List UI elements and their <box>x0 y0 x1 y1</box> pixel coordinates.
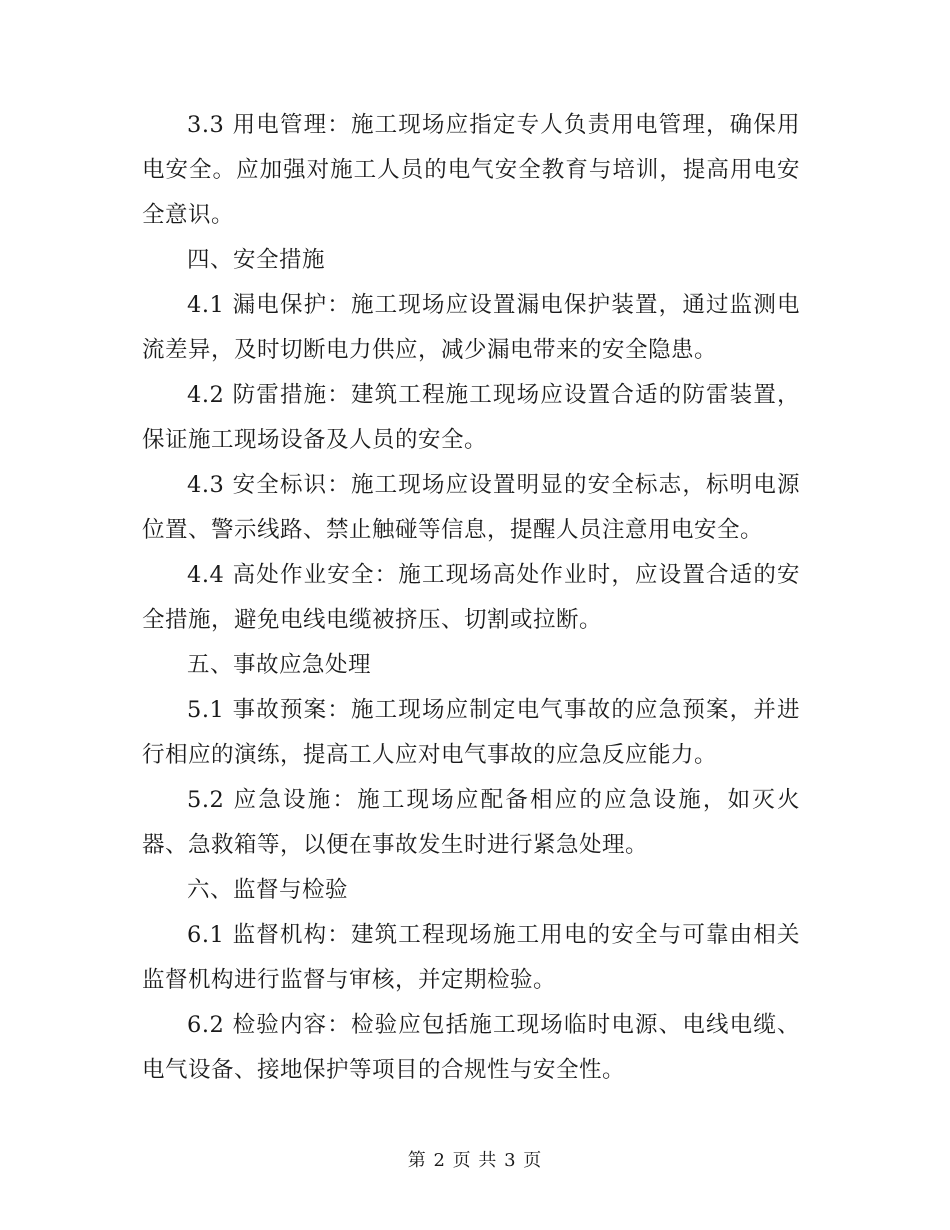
paragraph-3-3: 3.3 用电管理：施工现场应指定专人负责用电管理，确保用电安全。应加强对施工人员的电气安全教育与培训，提高用电安全意识。 <box>142 112 800 228</box>
paragraph-6-1: 6.1 监督机构：建筑工程现场施工用电的安全与可靠由相关监督机构进行监督与审核，并定期检验。 <box>142 922 800 993</box>
section-heading-4: 四、安全措施 <box>187 247 326 273</box>
document-body <box>142 103 800 1093</box>
page-number-footer: 第 2 页 共 3 页 <box>407 1150 543 1171</box>
paragraph-4-3: 4.3 安全标识：施工现场应设置明显的安全标志，标明电源位置、警示线路、禁止触碰等信息，提醒人员注意用电安全。 <box>142 472 800 543</box>
paragraph-6-2: 6.2 检验内容：检验应包括施工现场临时电源、电线电缆、电气设备、接地保护等项目的合规性与安全性。 <box>142 1012 800 1083</box>
section-heading-5: 五、事故应急处理 <box>187 652 372 678</box>
paragraph-5-2: 5.2 应急设施：施工现场应配备相应的应急设施，如灭火器、急救箱等，以便在事故发生时进行紧急处理。 <box>142 787 800 858</box>
paragraph-4-4: 4.4 高处作业安全：施工现场高处作业时，应设置合适的安全措施，避免电线电缆被挤压、切割或拉断。 <box>142 562 800 633</box>
paragraph-4-2: 4.2 防雷措施：建筑工程施工现场应设置合适的防雷装置，保证施工现场设备及人员的安全。 <box>142 382 800 453</box>
paragraph-4-1: 4.1 漏电保护：施工现场应设置漏电保护装置，通过监测电流差异，及时切断电力供应，减少漏电带来的安全隐患。 <box>142 292 800 363</box>
paragraph-5-1: 5.1 事故预案：施工现场应制定电气事故的应急预案，并进行相应的演练，提高工人应对电气事故的应急反应能力。 <box>142 697 800 768</box>
section-heading-6: 六、监督与检验 <box>187 877 349 903</box>
